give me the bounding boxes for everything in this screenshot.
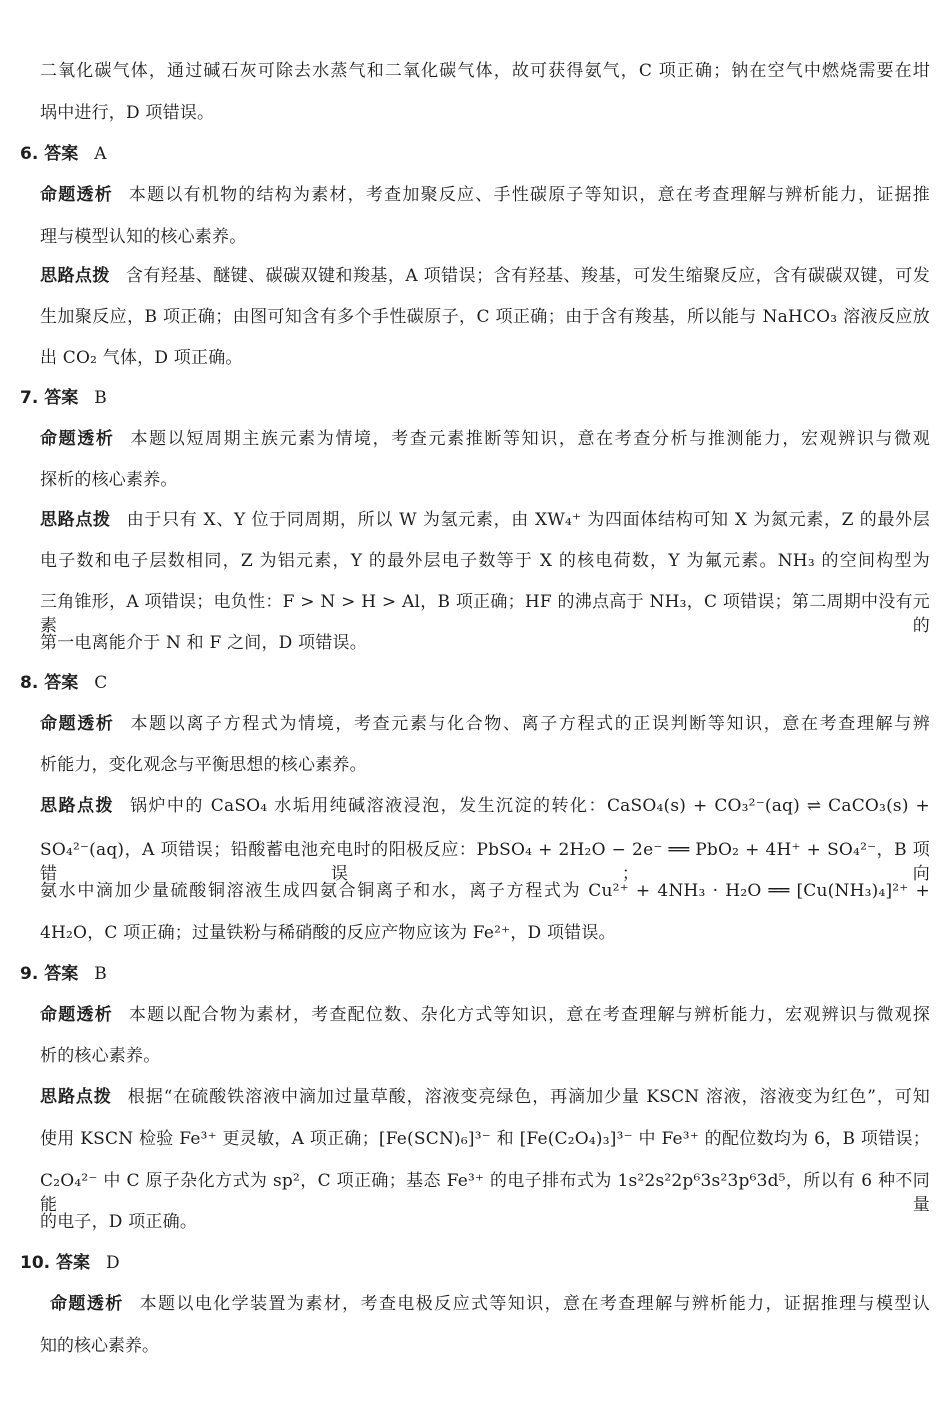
idea-label: 思路点拨	[40, 796, 114, 816]
intent-line	[40, 427, 930, 451]
idea-line: 第一电离能介于 N 和 F 之间，D 项错误。	[40, 633, 367, 653]
idea-line: 出 CO₂ 气体，D 项正确。	[40, 348, 243, 368]
intent-line: 析能力，变化观念与平衡思想的核心素养。	[40, 755, 367, 775]
idea-line	[40, 264, 930, 288]
idea-label: 思路点拨	[40, 510, 111, 530]
idea-line: 的电子，D 项正确。	[40, 1212, 198, 1232]
idea-line: 三角锥形，A 项错误；电负性：F > N > H > Al，B 项正确；HF 的沸点高于 NH₃，C 项错误；第二周期中没有元素的	[40, 592, 930, 636]
intent-label: 命题透析	[40, 714, 115, 734]
intent-text: 本题以有机物的结构为素材，考查加聚反应、手性碳原子等知识，意在考查理解与辨析能力，证据推	[128, 185, 930, 205]
question-number: 6. 答案	[20, 144, 79, 164]
idea-line: 氨水中滴加少量硫酸铜溶液生成四氨合铜离子和水，离子方程式为 Cu²⁺ + 4NH₃ · H₂O ══ [Cu(NH₃)₄]²⁺ +	[40, 881, 930, 901]
question-7-header	[20, 386, 107, 410]
intent-line	[40, 183, 930, 207]
idea-line: 使用 KSCN 检验 Fe³⁺ 更灵敏，A 项正确；[Fe(SCN)₆]³⁻ 和 [Fe(C₂O₄)₃]³⁻ 中 Fe³⁺ 的配位数均为 6，B 项错误；	[40, 1129, 930, 1149]
answer-letter: C	[94, 673, 108, 693]
intent-line	[50, 1292, 930, 1316]
idea-line	[40, 508, 930, 532]
idea-text: 含有羟基、醚键、碳碳双键和羧基，A 项错误；含有羟基、羧基，可发生缩聚反应，含有碳碳双键，可发	[125, 266, 930, 286]
idea-line: 生加聚反应，B 项正确；由图可知含有多个手性碳原子，C 项正确；由于含有羧基，所以能与 NaHCO₃ 溶液反应放	[40, 307, 930, 327]
question-number: 7. 答案	[20, 388, 79, 408]
text-line: 埚中进行，D 项错误。	[40, 103, 215, 123]
answer-letter: D	[106, 1253, 120, 1273]
text-line: 二氧化碳气体，通过碱石灰可除去水蒸气和二氧化碳气体，故可获得氨气，C 项正确；钠在空气中燃烧需要在坩	[40, 61, 930, 81]
intent-line	[40, 712, 930, 736]
intent-text: 本题以离子方程式为情境，考查元素与化合物、离子方程式的正误判断等知识，意在考查理解与辨	[130, 714, 930, 734]
idea-line: C₂O₄²⁻ 中 C 原子杂化方式为 sp²，C 项正确；基态 Fe³⁺ 的电子排布式为 1s²2s²2p⁶3s²3p⁶3d⁵，所以有 6 种不同能量	[40, 1171, 930, 1215]
intent-label: 命题透析	[40, 429, 115, 449]
answer-letter: A	[94, 144, 107, 164]
question-10-header	[20, 1251, 120, 1275]
question-number: 8. 答案	[20, 673, 79, 693]
idea-line: 4H₂O，C 项正确；过量铁粉与稀硝酸的反应产物应该为 Fe²⁺，D 项错误。	[40, 923, 616, 943]
intent-line	[40, 1003, 930, 1027]
answer-letter: B	[94, 964, 107, 984]
idea-text: 锅炉中的 CaSO₄ 水垢用纯碱溶液浸泡，发生沉淀的转化：CaSO₄(s) + CO₃²⁻(aq) ⇌ CaCO₃(s) +	[129, 796, 930, 816]
idea-line	[40, 794, 930, 818]
intent-text: 知的核心素养。	[40, 1336, 159, 1356]
idea-text: 根据“在硫酸铁溶液中滴加过量草酸，溶液变亮绿色，再滴加少量 KSCN 溶液，溶液变为红色”，可知	[127, 1087, 930, 1107]
question-number: 10. 答案	[20, 1253, 91, 1273]
idea-line	[40, 1085, 930, 1109]
intent-text: 本题以配合物为素材，考查配位数、杂化方式等知识，意在考查理解与辨析能力，宏观辨识与微观探	[128, 1005, 930, 1025]
idea-line: SO₄²⁻(aq)，A 项错误；铅酸蓄电池充电时的阳极反应：PbSO₄ + 2H₂O − 2e⁻ ══ PbO₂ + 4H⁺ + SO₄²⁻，B 项错误；向	[40, 840, 930, 884]
question-8-header	[20, 671, 107, 695]
intent-line: 理与模型认知的核心素养。	[40, 227, 247, 247]
idea-label: 思路点拨	[40, 1087, 112, 1107]
idea-text: 由于只有 X、Y 位于同周期，所以 W 为氢元素，由 XW₄⁺ 为四面体结构可知 X 为氮元素，Z 的最外层	[126, 510, 930, 530]
question-number: 9. 答案	[20, 964, 79, 984]
intent-line: 析的核心素养。	[40, 1046, 161, 1066]
cut-off-line	[40, 1334, 159, 1356]
question-6-header	[20, 142, 107, 166]
idea-label: 思路点拨	[40, 266, 110, 286]
intent-label: 命题透析	[50, 1294, 124, 1314]
intent-label: 命题透析	[40, 185, 113, 205]
answer-letter: B	[94, 388, 107, 408]
intent-text: 本题以短周期主族元素为情境，考查元素推断等知识，意在考查分析与推测能力，宏观辨识与微观	[130, 429, 930, 449]
intent-label: 命题透析	[40, 1005, 113, 1025]
intent-line: 探析的核心素养。	[40, 470, 178, 490]
idea-line: 电子数和电子层数相同，Z 为铝元素，Y 的最外层电子数等于 X 的核电荷数，Y 为氟元素。NH₃ 的空间构型为	[40, 551, 930, 571]
intent-text: 本题以电化学装置为素材，考查电极反应式等知识，意在考查理解与辨析能力，证据推理与模型认	[139, 1294, 930, 1314]
question-9-header	[20, 962, 107, 986]
